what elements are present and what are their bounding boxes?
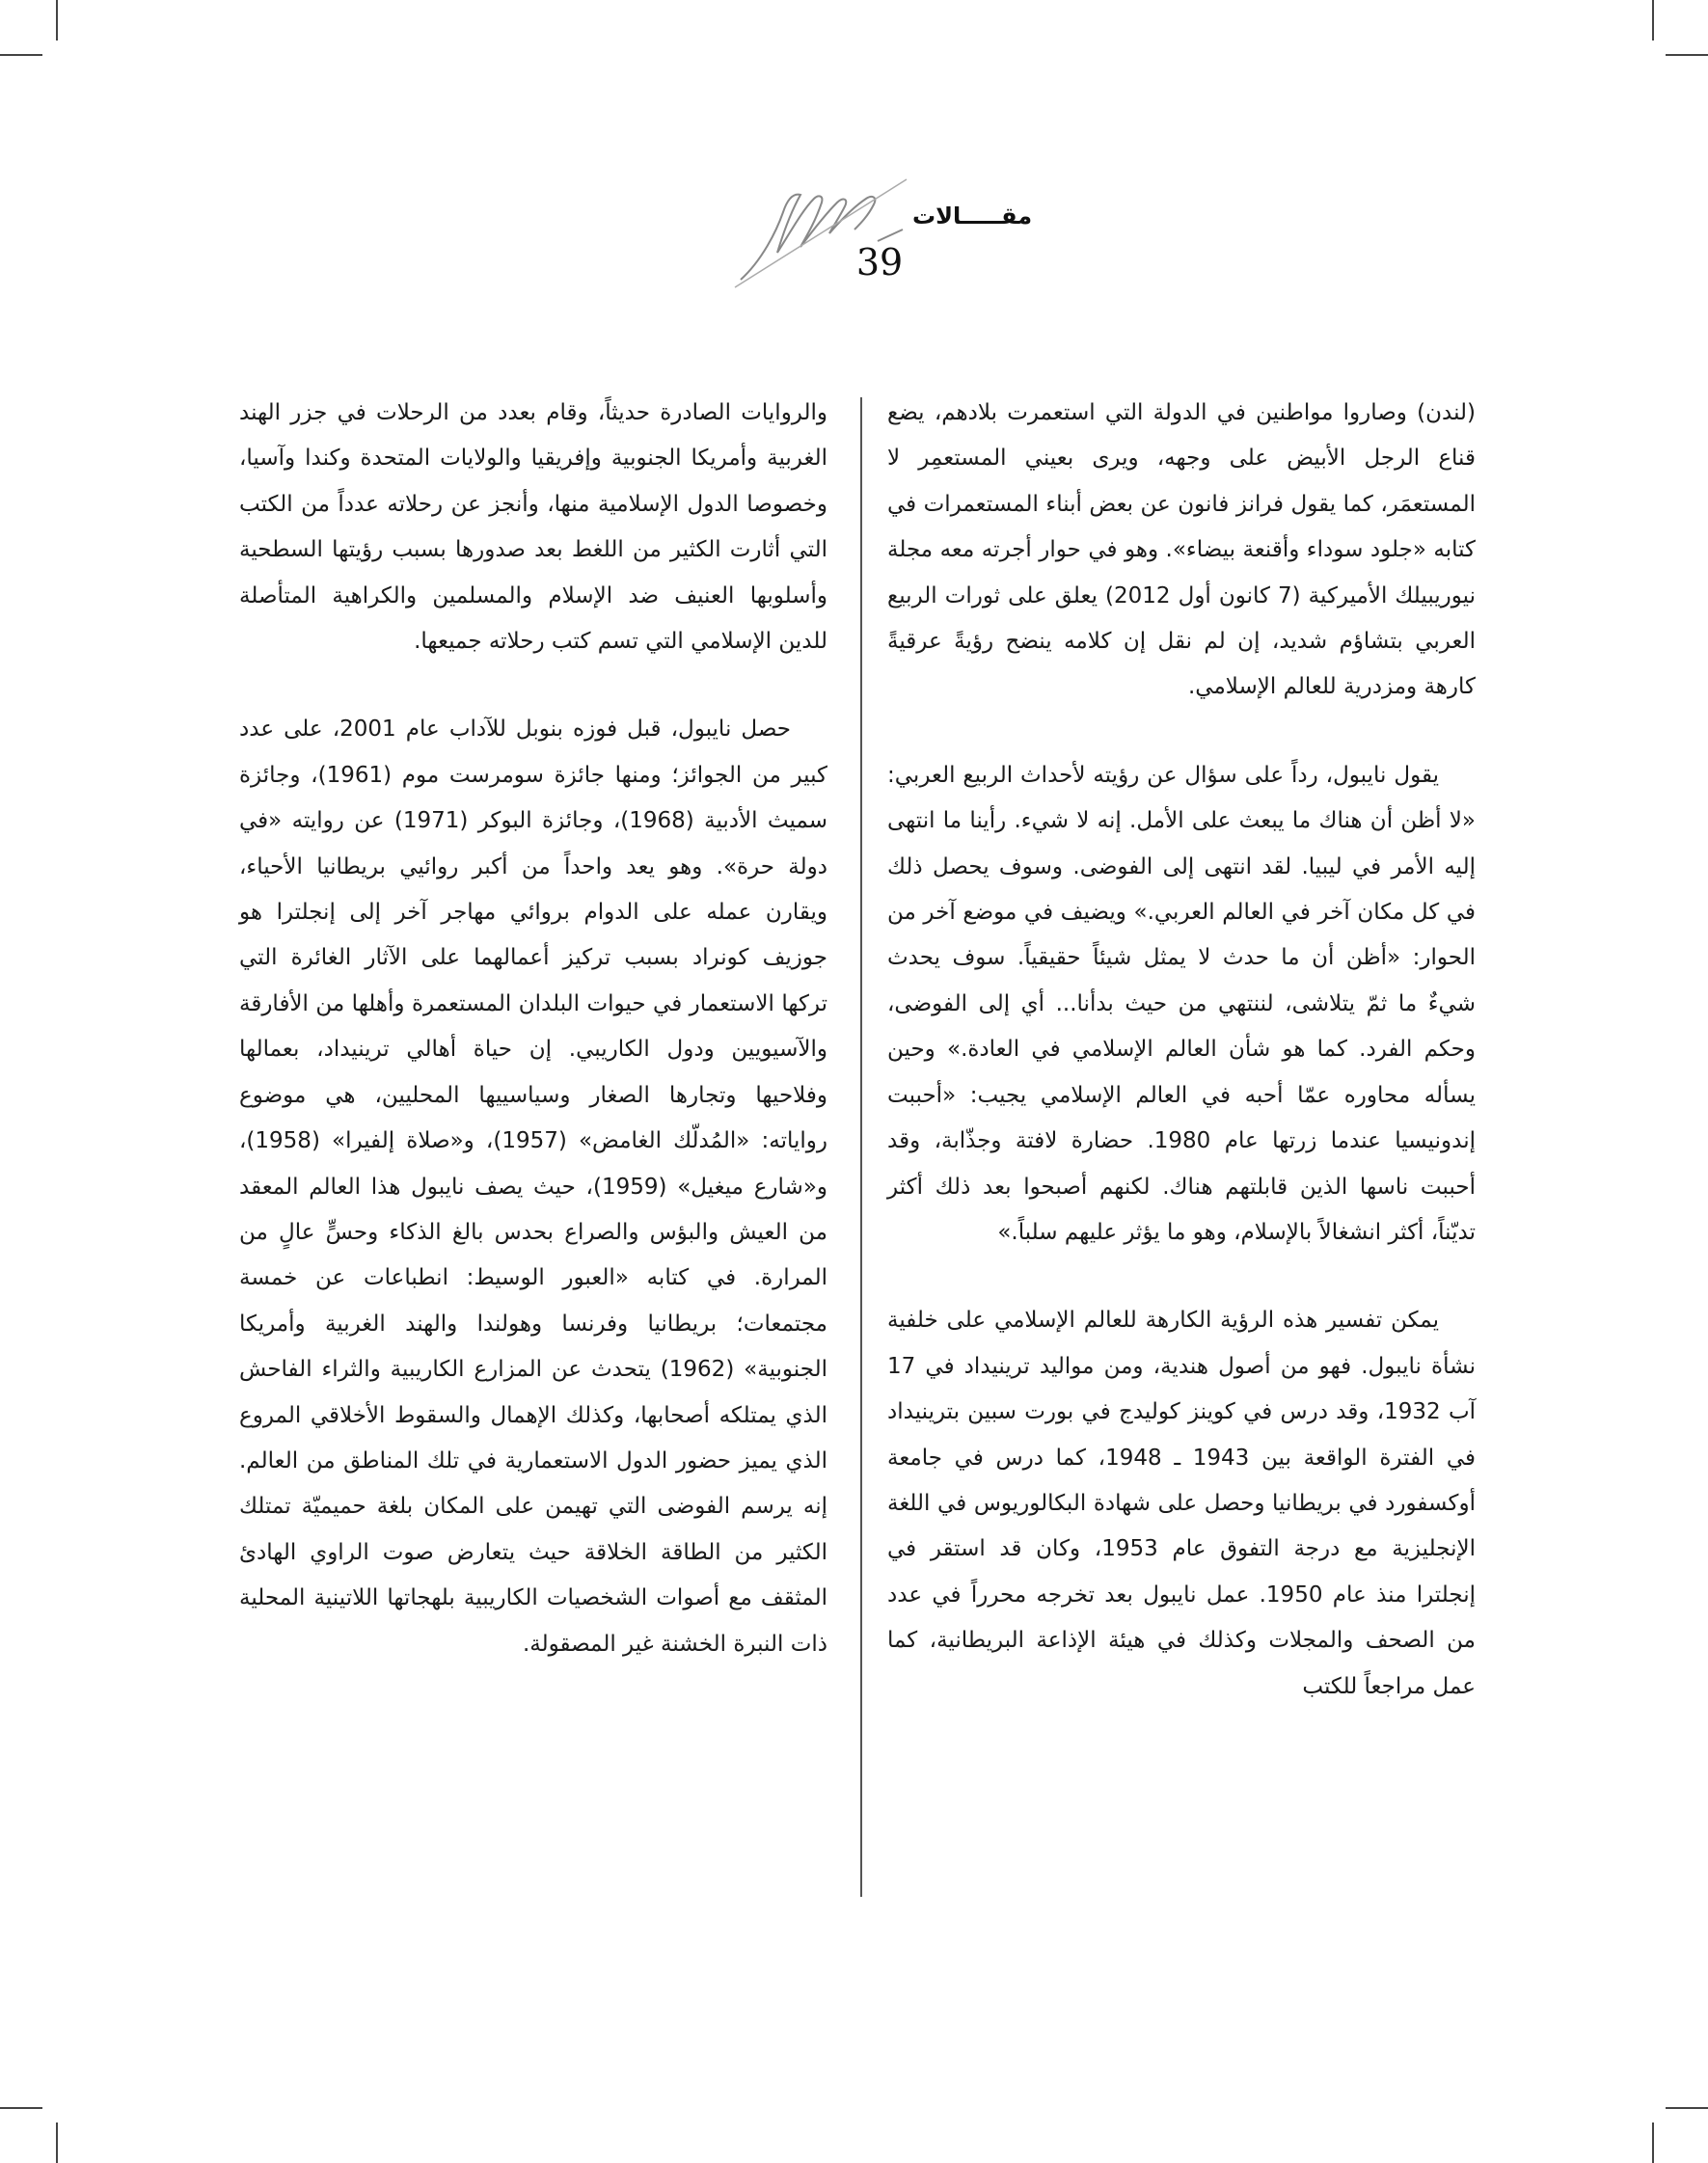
page-number: 39 xyxy=(855,241,904,284)
crop-mark-top-left-horizontal xyxy=(0,54,42,56)
crop-mark-bottom-left-vertical xyxy=(56,2122,58,2163)
crop-mark-bottom-right-horizontal xyxy=(1666,2107,1708,2109)
section-label: مقـــــالات xyxy=(912,203,1033,230)
crop-mark-top-right-vertical xyxy=(1652,0,1654,41)
crop-mark-top-right-horizontal xyxy=(1666,54,1708,56)
page-header xyxy=(733,174,1042,289)
paragraph: والروايات الصادرة حديثاً، وقام بعدد من الرحلات في جزر الهند الغربية وأمريكا الجنوبية وإفريقيا والولايات المتحدة وكندا وآسيا، وخصوصا الدول الإسلامية منها، وأنجز عن رحلاته عدداً من الكتب التي أثارت الكثير من اللغط بعد صدورها بسبب رؤيتها السطحية وأسلوبها العنيف ضد الإسلام والمسلمين والكراهية المتأصلة للدين الإسلامي التي تسم كتب رحلاته جميعها. xyxy=(239,400,827,655)
paragraph: يقول نايبول، رداً على سؤال عن رؤيته لأحداث الربيع العربي: «لا أظن أن هناك ما يبعث على الأمل. إنه لا شيء. رأينا ما انتهى إليه الأمر في ليبيا. لقد انتهى إلى الفوضى. وسوف يحصل ذلك في كل مكان آخر في العالم العربي.» ويضيف في موضع آخر من الحوار: «أظن أن ما حدث لا يمثل شيئاً حقيقياً. سوف يحدث شيءٌ ما ثمّ يتلاشى، لننتهي من حيث بدأنا... أي إلى الفوضى، وحكم الفرد. كما هو شأن العالم الإسلامي في العادة.» وحين يسأله محاوره عمّا أحبه في العالم الإسلامي يجيب: «أحببت إندونيسيا عندما زرتها عام 1980. حضارة لافتة وجذّابة، وقد أحببت ناسها الذين قابلتهم هناك. لكنهم أصبحوا بعد ذلك أكثر تديّناً، أكثر انشغالاً بالإسلام، وهو ما يؤثر عليهم سلباً.» xyxy=(887,762,1476,1245)
paragraph: (لندن) وصاروا مواطنين في الدولة التي استعمرت بلادهم، يضع قناع الرجل الأبيض على وجهه، ويرى بعيني المستعمِر لا المستعمَر، كما يقول فرانز فانون عن بعض أبناء المستعمرات في كتابه «جلود سوداء وأقنعة بيضاء». وهو في حوار أجرته معه مجلة نيوريبيلك الأميركية (7 كانون أول 2012) يعلق على ثورات الربيع العربي بتشاؤم شديد، إن لم نقل إن كلامه ينضح رؤيةً عرقيةً كارهة ومزدرية للعالم الإسلامي. xyxy=(887,400,1477,700)
article-column-left xyxy=(239,391,827,1710)
crop-mark-top-left-vertical xyxy=(56,0,58,41)
crop-mark-bottom-left-horizontal xyxy=(0,2107,42,2109)
paragraph: يمكن تفسير هذه الرؤية الكارهة للعالم الإسلامي على خلفية نشأة نايبول. فهو من أصول هندية، ومن مواليد ترينيداد في 17 آب 1932، وقد درس في كوينز كوليدج في بورت سبين بترينيداد في الفترة الواقعة بين 1943 ـ 1948، كما درس في جامعة أوكسفورد في بريطانيا وحصل على شهادة البكالوريوس في اللغة الإنجليزية مع درجة التفوق عام 1953، وكان قد استقر في إنجلترا منذ عام 1950. عمل نايبول بعد تخرجه محرراً في عدد من الصحف والمجلات وكذلك في هيئة الإذاعة البريطانية، كما عمل مراجعاً للكتب xyxy=(887,1308,1476,1699)
crop-mark-bottom-right-vertical xyxy=(1652,2122,1654,2163)
column-divider xyxy=(860,397,862,1897)
paragraph: حصل نايبول، قبل فوزه بنوبل للآداب عام 2001، على عدد كبير من الجوائز؛ ومنها جائزة سومرست موم (1961)، وجائزة سميث الأدبية (1968)، وجائزة البوكر (1971) عن روايته «في دولة حرة». وهو يعد واحداً من أكبر روائيي بريطانيا الأحياء، ويقارن عمله على الدوام بروائي مهاجر آخر إلى إنجلترا هو جوزيف كونراد بسبب تركيز أعمالهما على الآثار الغائرة التي تركها الاستعمار في حيوات البلدان المستعمرة وأهلها من الأفارقة والآسيويين ودول الكاريبي. إن حياة أهالي ترينيداد، بعمالها وفلاحيها وتجارها الصغار وسياسييها المحليين، هي موضوع رواياته: «المُدلّك الغامض» (1957)، و«صلاة إلفيرا» (1958)، و«شارع ميغيل» (1959)، حيث يصف نايبول هذا العالم المعقد من العيش والبؤس والصراع بحدس بالغ الذكاء وحسٍّ عالٍ من المرارة. في كتابه «العبور الوسيط: انطباعات عن خمسة مجتمعات؛ بريطانيا وفرنسا وهولندا والهند الغربية وأمريكا الجنوبية» (1962) يتحدث عن المزارع الكاريبية والثراء الفاحش الذي يمتلكه أصحابها، وكذلك الإهمال والسقوط الأخلاقي المروع الذي يميز حضور الدول الاستعمارية في تلك المناطق من العالم. إنه يرسم الفوضى التي تهيمن على المكان بلغة حميميّة تمتلك الكثير من الطاقة الخلاقة حيث يتعارض صوت الراوي الهادئ المثقف مع أصوات الشخصيات الكاريبية بلهجاتها اللاتينية المحلية ذات النبرة الخشنة غير المصقولة. xyxy=(239,716,827,1657)
article-column-right xyxy=(887,391,1476,1752)
